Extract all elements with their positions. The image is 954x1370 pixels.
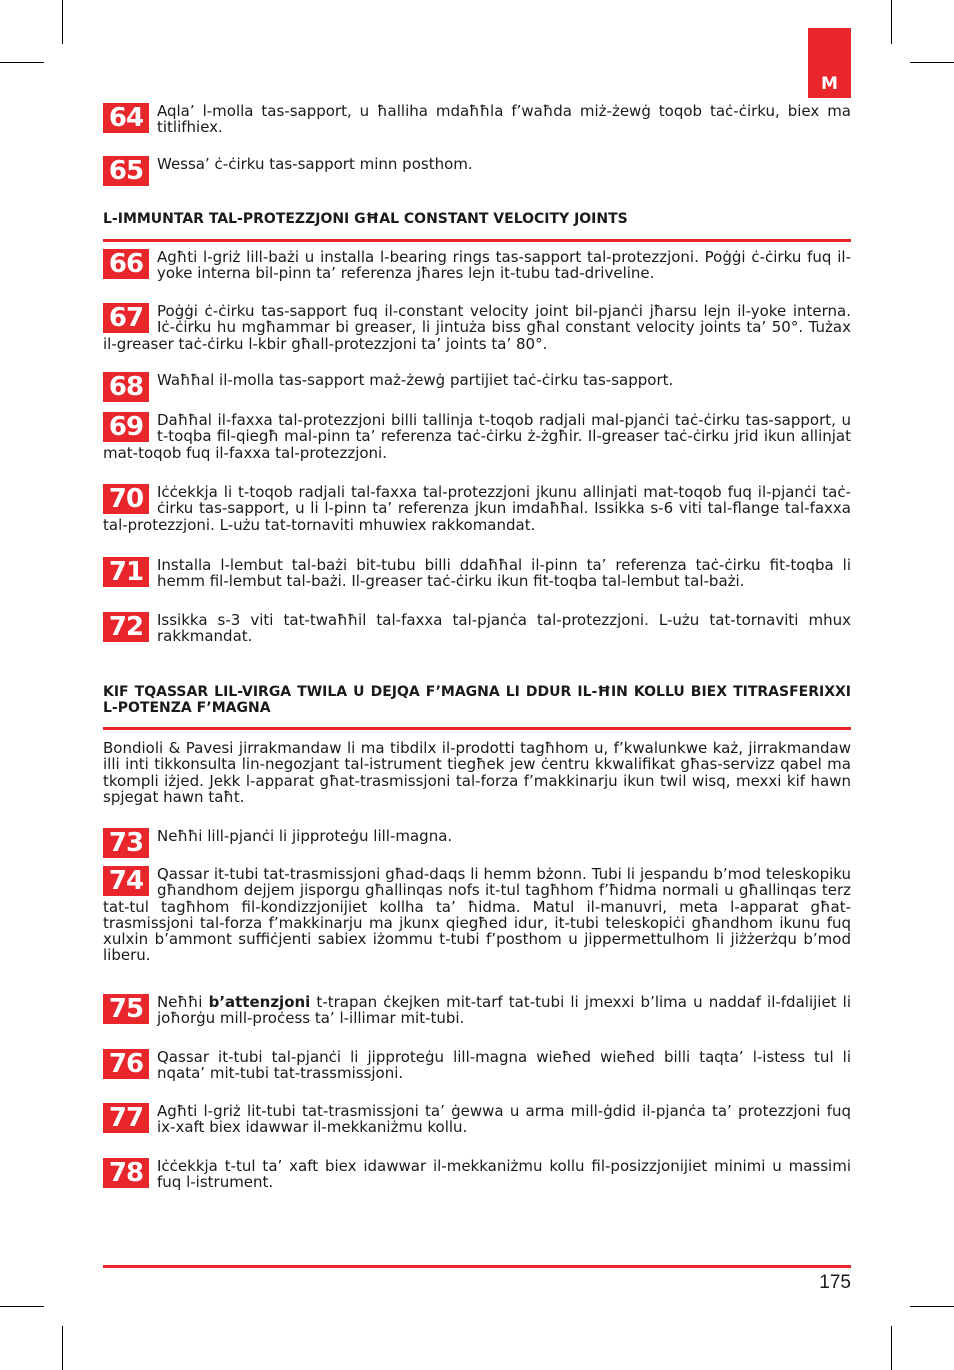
step-text: Wessa’ ċ-ċirku tas-sapport minn posthom. [157, 155, 473, 173]
step-text: Neħħi lill-pjanċi li jipproteġu lill-magna. [157, 827, 453, 845]
crop-mark [0, 62, 44, 63]
step-75 [103, 994, 851, 1027]
step-71 [103, 557, 851, 590]
step-text: Agħti l-griż lit-tubi tat-trasmissjoni ta’ ġewwa u arma mill-ġdid il-pjanċa ta’ protezzjoni fuq ix-xaft biex idawwar il-mekkaniżmu kollu. [157, 1102, 851, 1137]
step-number-badge: 74 [103, 866, 149, 896]
step-number-badge: 69 [103, 412, 149, 442]
section-letter: M [821, 74, 838, 94]
step-number-badge: 65 [103, 156, 149, 186]
crop-mark [62, 0, 63, 44]
step-text: Agħti l-griż lill-bażi u installa l-bearing rings tas-sapport tal-protezzjoni. Poġġi ċ-ċirku fuq il-yoke interna bil-pinn ta’ referenza jħares lejn it-tubu tad-driveline. [157, 248, 851, 283]
step-text [103, 994, 851, 1027]
step-text: Issikka s-3 viti tat-twaħħil tal-faxxa tal-pjanċa tal-protezzjoni. L-użu tat-tornaviti mhux rakkmandat. [157, 611, 851, 646]
crop-mark [62, 1326, 63, 1370]
step-number-badge: 78 [103, 1158, 149, 1188]
step-64 [103, 103, 851, 136]
step-68 [103, 372, 851, 404]
step-66 [103, 249, 851, 282]
step-number-badge: 71 [103, 557, 149, 587]
footer-rule [103, 1265, 851, 1268]
page-number: 175 [819, 1272, 851, 1293]
step-78 [103, 1158, 851, 1191]
step-text-emphasis: b’attenzjoni [208, 993, 311, 1011]
step-65 [103, 156, 851, 188]
heading-rule [103, 239, 851, 242]
section-heading-cv-joints: L-IMMUNTAR TAL-PROTEZZJONI GĦAL CONSTANT VELOCITY JOINTS [103, 211, 628, 227]
step-text: Poġġi ċ-ċirku tas-sapport fuq il-constant velocity joint bil-pjanċi jħarsu lejn il-yoke interna. Iċ-ċirku hu mgħammar bi greaser, li jintuża biss għal constant velocity joints ta’ 50°. Tużax il-greaser taċ-ċirku l-kbir għall-protezzjoni ta’ joints ta’ 80°. [103, 302, 851, 353]
step-69 [103, 412, 851, 461]
crop-mark [910, 1306, 954, 1307]
step-73 [103, 828, 851, 860]
step-text: Installa l-lembut tal-bażi bit-tubu billi ddaħħal il-pinn ta’ referenza taċ-ċirku fit-toqba li hemm fil-lembut tal-bażi. Il-greaser taċ-ċirku ikun fit-toqba tal-lembut tal-bażi. [157, 556, 851, 591]
step-number-badge: 64 [103, 103, 149, 133]
section-heading-shortening: KIF TQASSAR LIL-VIRGA TWILA U DEJQA F’MAGNA LI DDUR IL-ĦIN KOLLU BIEX TITRASFERIXXI L-POTENZA F’MAGNA [103, 684, 851, 716]
step-number-badge: 67 [103, 303, 149, 333]
crop-mark [0, 1306, 44, 1307]
step-text: Qassar it-tubi tat-trasmissjoni għad-daqs li hemm bżonn. Tubi li jespandu b’mod teleskopiku għandhom dejjem jisporgu għallinqas nofs it-tul tagħhom f’ħidma normali u għallinqas terz tat-tul tagħhom fil-kondizzjonijiet kollha ta’ ħidma. Matul il-manuvri, meta l-apparat għat-trasmissjoni tal-forza f’makkinarju ma jkunx qiegħed idur, it-tubi teleskopiċi għandhom ikunu fuq xulxin b’ammont suffiċjenti sabiex iżommu t-tubi f’posthom u jippermettulhom li jiżżerżqu b’mod liberu. [103, 865, 851, 965]
step-number-badge: 73 [103, 828, 149, 858]
step-text: Daħħal il-faxxa tal-protezzjoni billi tallinja t-toqob radjali mal-pjanċi taċ-ċirku tas-sapport, u t-toqba fil-qiegħ mal-pinn ta’ referenza taċ-ċirku ż-żgħir. Il-greaser taċ-ċirku jrid ikun allinjat mat-toqob fuq il-faxxa tal-protezzjoni. [103, 411, 851, 462]
step-number-badge: 66 [103, 249, 149, 279]
step-number-badge: 68 [103, 372, 149, 402]
crop-mark [910, 62, 954, 63]
step-number-badge: 77 [103, 1103, 149, 1133]
step-text: Qassar it-tubi tal-pjanċi li jipproteġu lill-magna wieħed wieħed billi taqta’ l-istess tul li nqata’ mit-tubi tat-trassmissjoni. [157, 1048, 851, 1083]
heading-rule [103, 727, 851, 730]
step-number-badge: 72 [103, 612, 149, 642]
step-67 [103, 303, 851, 352]
step-number-badge: 70 [103, 484, 149, 514]
intro-paragraph: Bondioli & Pavesi jirrakmandaw li ma tibdilx il-prodotti tagħhom u, f’kwalunkwe każ, jirrakmandaw illi inti tikkonsulta lin-negozjant tal-istrument tiegħek jew ċentru kkwalifikat għas-servizz qabel ma tkompli iżjed. Jekk l-apparat għat-trasmissjoni tal-forza f’makkinarju ikun twil wisq, mexxi kif hawn spjegat hawn taħt. [103, 739, 851, 806]
step-74 [103, 866, 851, 964]
step-text-part: Neħħi [157, 993, 209, 1011]
step-number-badge: 75 [103, 994, 149, 1024]
step-number-badge: 76 [103, 1049, 149, 1079]
section-tab [808, 28, 851, 98]
step-77 [103, 1103, 851, 1136]
step-text: Iċċekkja t-tul ta’ xaft biex idawwar il-mekkaniżmu kollu fil-posizzjonijiet minimi u massimi fuq l-istrument. [157, 1157, 851, 1192]
step-text-part: t-trapan ċkejken mit-tarf tat-tubi li jmexxi b’lima u naddaf il-fdalijiet li joħorġu mill-proċess ta’ l-illimar mit-tubi. [157, 993, 851, 1028]
crop-mark [891, 0, 892, 44]
crop-mark [891, 1326, 892, 1370]
step-76 [103, 1049, 851, 1082]
step-70 [103, 484, 851, 533]
step-text: Waħħal il-molla tas-sapport maż-żewġ partijiet taċ-ċirku tas-sapport. [157, 371, 674, 389]
step-text: Iċċekkja li t-toqob radjali tal-faxxa tal-protezzjoni jkunu allinjati mat-toqob fuq il-pjanċi taċ-ċirku tas-sapport, u li l-pinn ta’ referenza jkun imdaħħal. Issikka s-6 viti tal-flange tal-faxxa tal-protezzjoni. L-użu tat-tornaviti mhuwiex rakkomandat. [103, 483, 851, 534]
step-72 [103, 612, 851, 645]
step-text: Aqla’ l-molla tas-sapport, u ħalliha mdaħħla f’waħda miż-żewġ toqob taċ-ċirku, biex ma titlifhiex. [157, 102, 851, 137]
